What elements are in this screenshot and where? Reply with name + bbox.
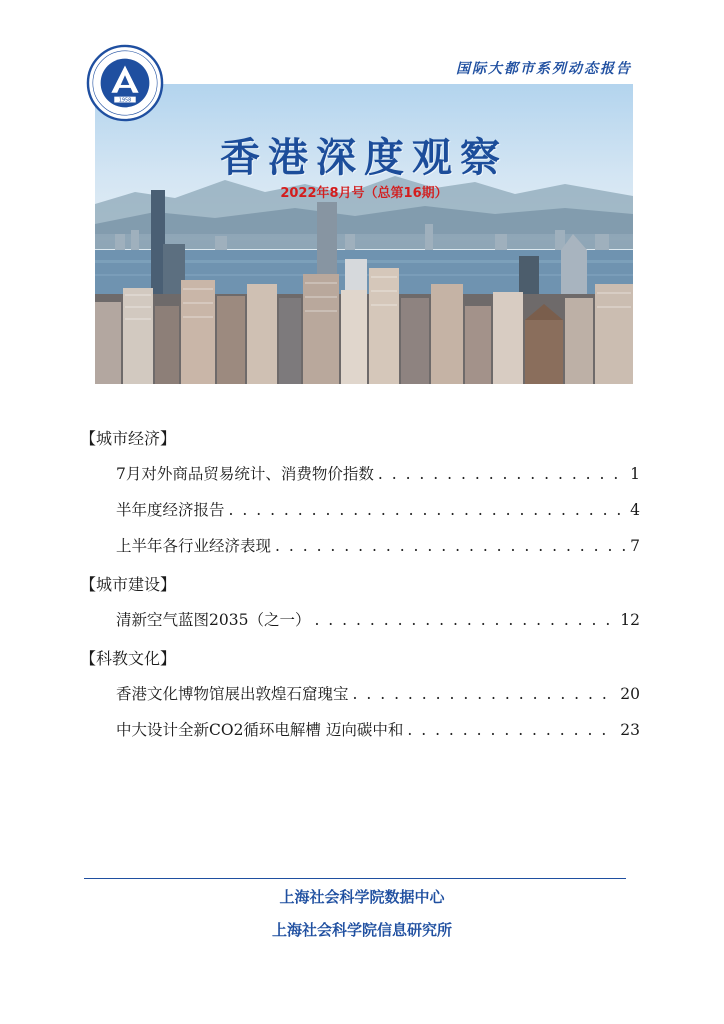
toc-entry-page: 12 — [620, 611, 640, 629]
cover-subtitle: 2022年8月号（总第16期） — [280, 186, 448, 201]
toc-entry-title: 香港文化博物馆展出敦煌石窟瑰宝 — [116, 685, 349, 703]
toc-entry-page: 7 — [630, 537, 640, 555]
toc-leader-dots — [229, 501, 627, 519]
toc-leader-dots — [353, 685, 617, 703]
toc-entry-title: 上半年各行业经济表现 — [116, 537, 272, 555]
toc-entry[interactable] — [80, 498, 640, 534]
svg-text:1958: 1958 — [118, 97, 132, 104]
toc-section-heading: 【城市建设】 — [80, 575, 177, 594]
toc-section-heading: 【科教文化】 — [80, 649, 177, 668]
toc-entry-page: 4 — [630, 501, 640, 519]
toc-leader-dots — [314, 611, 616, 629]
toc-leader-dots — [407, 721, 616, 739]
footer-publisher-2: 上海社会科学院信息研究所 — [271, 921, 452, 939]
toc-entry-page: 1 — [630, 465, 640, 483]
toc-leader-dots — [378, 465, 626, 483]
toc-entry-page: 20 — [620, 685, 640, 703]
toc-leader-dots — [275, 537, 626, 555]
toc-entry-title: 半年度经济报告 — [116, 501, 225, 519]
toc-entry[interactable] — [80, 608, 640, 644]
toc-entry-title: 中大设计全新CO2循环电解槽 迈向碳中和 — [116, 721, 404, 739]
cover-title: 香港深度观察 — [220, 134, 508, 181]
table-of-contents — [80, 424, 640, 754]
cover-image — [95, 84, 633, 384]
toc-entry[interactable] — [80, 534, 640, 570]
toc-entry[interactable] — [80, 462, 640, 498]
toc-entry[interactable] — [80, 682, 640, 718]
academy-seal-icon — [86, 44, 164, 122]
toc-entry-page: 23 — [620, 721, 640, 739]
toc-entry[interactable] — [80, 718, 640, 754]
toc-entry-title: 清新空气蓝图2035（之一） — [116, 611, 311, 629]
toc-entry-title: 7月对外商品贸易统计、消费物价指数 — [116, 465, 374, 483]
footer-divider — [84, 878, 626, 879]
series-label: 国际大都市系列动态报告 — [456, 61, 632, 77]
footer-publisher-1: 上海社会科学院数据中心 — [279, 888, 445, 906]
toc-section-heading: 【城市经济】 — [80, 429, 177, 448]
